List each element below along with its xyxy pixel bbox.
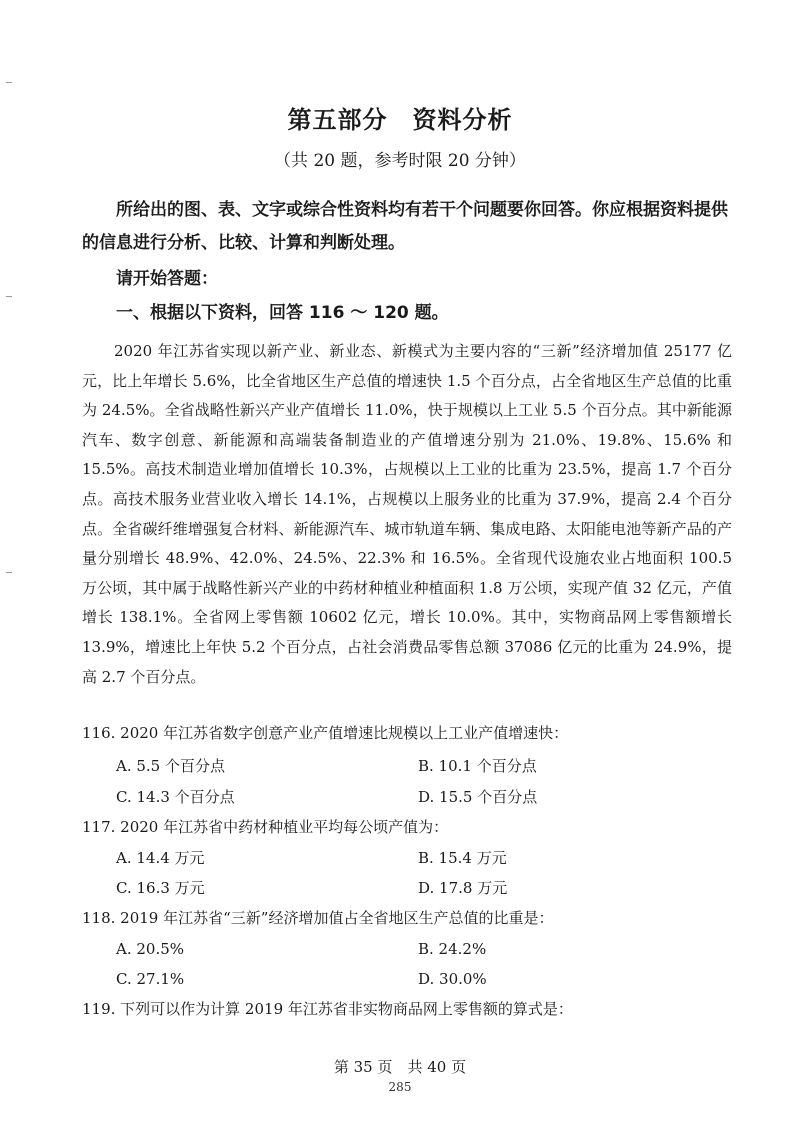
- option-118-c[interactable]: C. 27.1%: [116, 970, 185, 988]
- page-number: 285: [388, 1080, 412, 1094]
- data-passage: 2020 年江苏省实现以新产业、新业态、新模式为主要内容的“三新”经济增加值 25177 亿元，比上年增长 5.6%，比全省地区生产总值的增速快 1.5 个百分点，占全省地区生产总值的比重为 24.5%。全省战略性新兴产业产值增长 11.0%，快于规模以上工业 5.5 个百分点。其中新能源汽车、数字创意、新能源和高端装备制造业的产值增速分别为 21.0%、19.8%、15.6% 和 15.5%。高技术制造业增加值增长 10.3%，占规模以上工业的比重为 23.5%，提高 1.7 个百分点。高技术服务业营业收入增长 14.1%，占规模以上服务业的比重为 37.9%，提高 2.4 个百分点。全省碳纤维增强复合材料、新能源汽车、城市轨道车辆、集成电路、太阳能电池等新产品的产量分别增长 48.9%、42.0%、24.5%、22.3% 和 16.5%。全省现代设施农业占地面积 100.5 万公顷，其中属于战略性新兴产业的中药材种植业种植面积 1.8 万公顷，实现产值 32 亿元，产值增长 138.1%。全省网上零售额 10602 亿元，增长 10.0%。其中，实物商品网上零售额增长 13.9%，增速比上年快 5.2 个百分点，占社会消费品零售总额 37086 亿元的比重为 24.9%，提高 2.7 个百分点。: [82, 342, 732, 686]
- page-footer: 第 35 页 共 40 页: [333, 1058, 467, 1076]
- option-116-d[interactable]: D. 15.5 个百分点: [418, 788, 538, 806]
- option-118-b[interactable]: B. 24.2%: [418, 940, 487, 958]
- start-label: 请开始答题：: [116, 269, 218, 289]
- question-119: 119. 下列可以作为计算 2019 年江苏省非实物商品网上零售额的算式是：: [82, 1000, 573, 1018]
- option-116-b[interactable]: B. 10.1 个百分点: [418, 757, 537, 775]
- question-117: 117. 2020 年江苏省中药材种植业平均每公顷产值为：: [82, 818, 449, 836]
- question-116: 116. 2020 年江苏省数字创意产业产值增速比规模以上工业产值增速快：: [82, 724, 569, 742]
- option-117-d[interactable]: D. 17.8 万元: [418, 879, 508, 897]
- option-117-c[interactable]: C. 16.3 万元: [116, 879, 205, 897]
- instructions-paragraph: 所给出的图、表、文字或综合性资料均有若干个问题要你回答。你应根据资料提供的信息进行分析、比较、计算和判断处理。: [82, 200, 728, 253]
- option-116-c[interactable]: C. 14.3 个百分点: [116, 788, 235, 806]
- page-subtitle: （共 20 题，参考时限 20 分钟）: [274, 151, 526, 171]
- page-title: 第五部分 资料分析: [287, 106, 513, 134]
- question-118: 118. 2019 年江苏省“三新”经济增加值占全省地区生产总值的比重是：: [82, 909, 554, 927]
- margin-mark: [6, 572, 12, 573]
- option-116-a[interactable]: A. 5.5 个百分点: [116, 757, 225, 775]
- option-117-a[interactable]: A. 14.4 万元: [116, 849, 205, 867]
- margin-mark: [6, 82, 12, 83]
- section-heading: 一、根据以下资料，回答 116 ～ 120 题。: [116, 303, 449, 323]
- option-117-b[interactable]: B. 15.4 万元: [418, 849, 507, 867]
- margin-mark: [6, 296, 12, 297]
- option-118-a[interactable]: A. 20.5%: [116, 940, 185, 958]
- option-118-d[interactable]: D. 30.0%: [418, 970, 487, 988]
